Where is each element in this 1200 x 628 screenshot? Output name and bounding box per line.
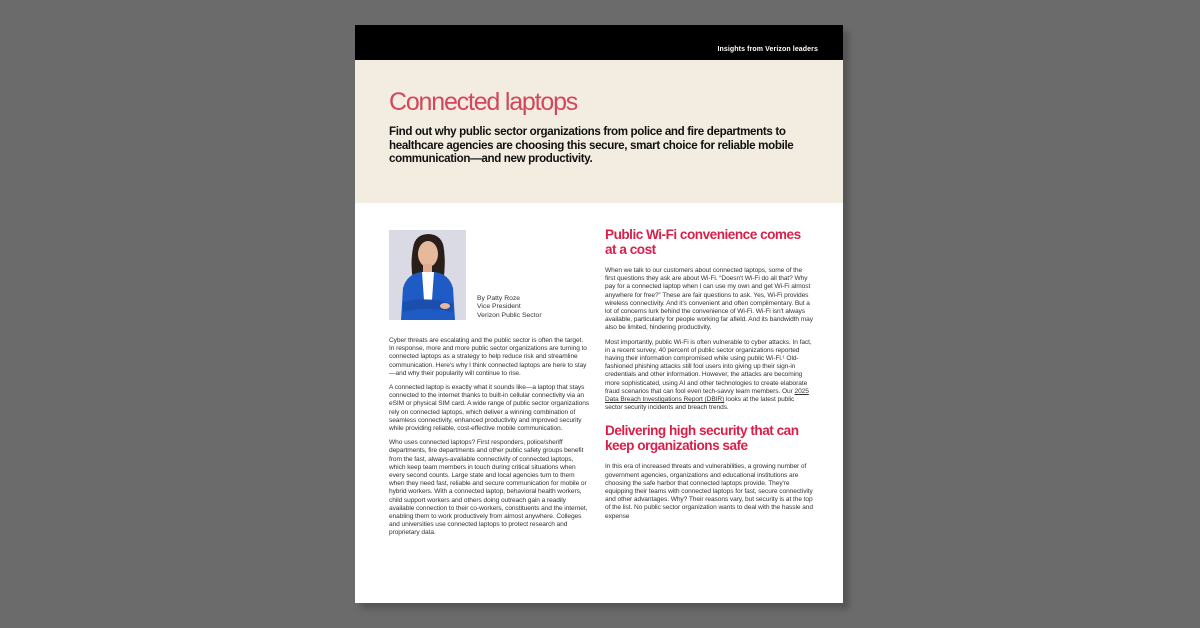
paragraph: Who uses connected laptops? First responders, police/sheriff departments, fire departments and other public safety groups benefit from the fast, always-available connectivity of connected laptops, which keep team members in touch during critical situations when every second counts. Large state and local agencies turn to them when they need fast, reliable and secure communication for mobile or hybrid workers. With a connected laptop, behavioral health workers, child support workers and others doing outreach gain a readily available connection to their co-workers, constituents and the internet, enabling them to work productively from almost anywhere. Colleges and universities use connected laptops to protect research and proprietary data. — [389, 439, 588, 537]
paragraph — [605, 339, 813, 413]
author-org: Verizon Public Sector — [477, 311, 542, 319]
author-name: By Patty Roze — [477, 295, 521, 302]
tagline: Insights from Verizon leaders — [717, 46, 818, 53]
right-column — [605, 227, 813, 527]
section-heading-wifi: Public Wi-Fi convenience comes at a cost — [605, 227, 801, 257]
author-block — [389, 230, 589, 322]
byline — [477, 295, 542, 320]
author-role: Vice President — [477, 303, 521, 311]
author-photo — [389, 230, 466, 320]
page-title: Connected laptops — [389, 88, 578, 116]
section-heading-security: Delivering high security that can keep organizations safe — [605, 423, 799, 454]
paragraph: In this era of increased threats and vulnerabilities, a growing number of government agencies, organizations and educational institutions are choosing the safe harbor that connected laptops provide. They're equipping their teams with connected laptops for fast, secure connectivity and other advantages. Why? Their reasons vary, but security is at the top of the list. No public sector organization wants to deal with the hassle and expense — [605, 463, 813, 520]
left-column — [389, 337, 589, 544]
hero-section — [355, 60, 843, 203]
paragraph: Cyber threats are escalating and the public sector is often the target. In response, more and more public sector organizations are turning to connected laptops as a strategy to help reduce risk and streamline communication. Here's why I think connected laptops are here to stay—and why their popularity will continue to rise. — [389, 337, 587, 377]
page-subtitle: Find out why public sector organizations from police and fire departments to healthcare agencies are choosing this secure, smart choice for reliable mobile communication—and new productivity. — [389, 125, 794, 165]
dbir-report-link[interactable]: 2025 Data Breach Investigations Report (DBIR) — [605, 387, 809, 404]
paragraph-text: Most importantly, public Wi-Fi is often vulnerable to cyber attacks. In fact, in a recent survey, 40 percent of public sector organizations reported having their information compromised while using public Wi-Fi.¹ Old-fashioned phishing attacks still fool users into giving up their sign-in credentials and other information. However, the attacks are becoming more sophisticated, using AI and other technologies to create elaborate fraud scenarios that can fool even tech-savvy team members. Our — [605, 338, 812, 395]
document-page — [355, 25, 843, 603]
paragraph: A connected laptop is exactly what it sounds like—a laptop that stays connected to the internet thanks to built-in cellular connectivity via an eSIM or physical SIM card. A wide range of public sector organizations rely on connected laptops, which deliver a winning combination of seamless connectivity, enhanced productivity and improved security while providing reliable, cost-effective mobile communication. — [389, 384, 590, 433]
portrait-icon — [389, 230, 466, 320]
paragraph-text: looks at the latest public sector security incidents and breach trends. — [605, 396, 795, 412]
paragraph: When we talk to our customers about connected laptops, some of the first questions they ask are about Wi-Fi. “Doesn't Wi-Fi do all that? Why pay for a connected laptop when I can use my own and get Wi-Fi almost anywhere for free?” These are fair questions to ask. Yes, Wi-Fi provides wireless connectivity. And it's convenient and often complimentary. But a lot of concerns lurk behind the convenience of Wi-Fi. Wi-Fi isn't always available, particularly for people working far afield. And its bandwidth may also be limited, hindering productivity. — [605, 267, 813, 332]
top-banner — [355, 25, 843, 60]
